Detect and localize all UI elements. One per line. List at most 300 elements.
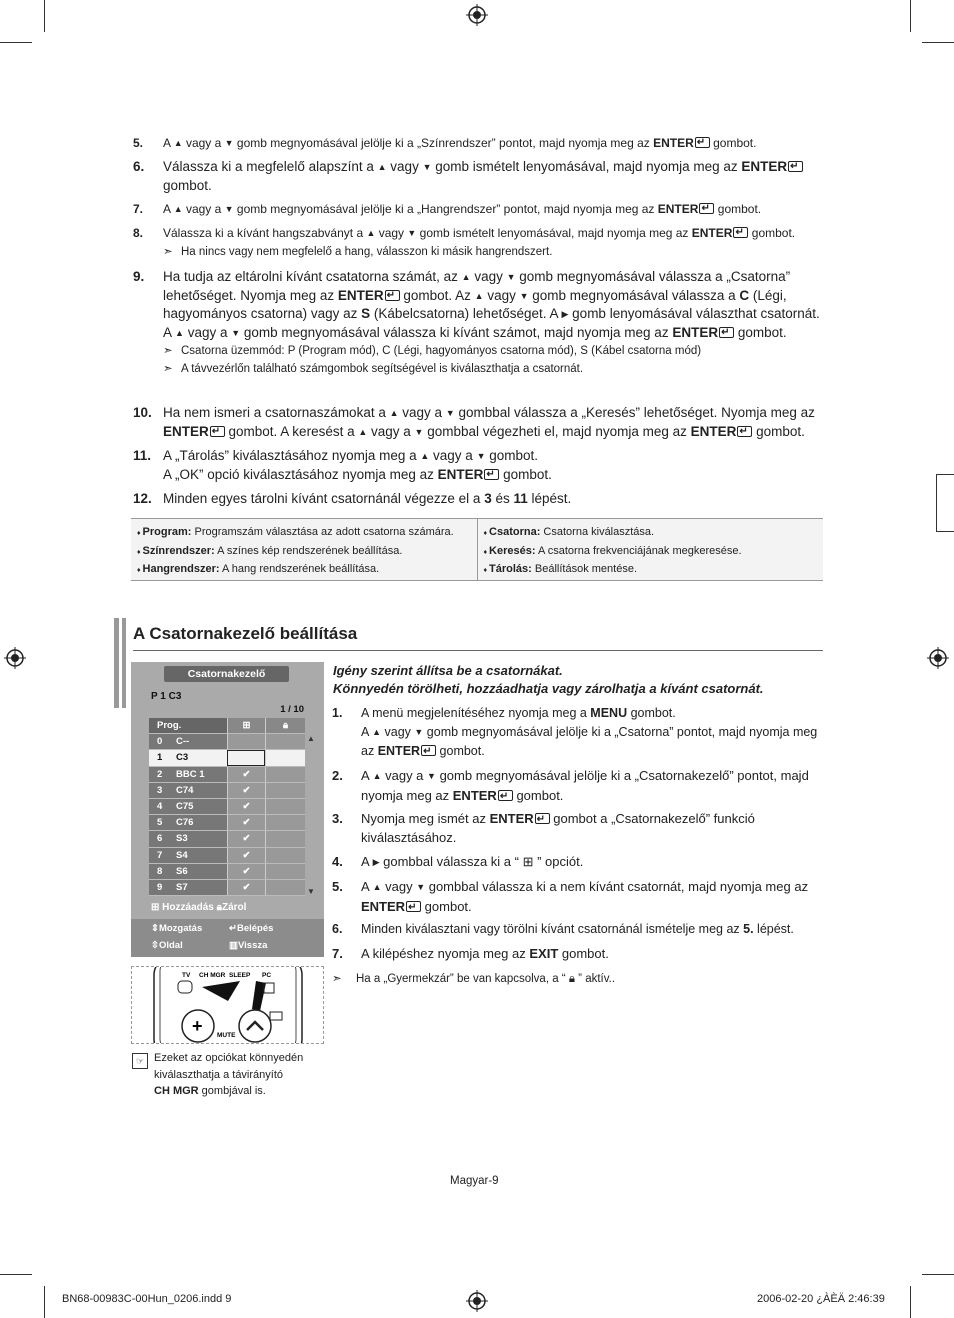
step-bold: C [739, 287, 750, 303]
step-text: gombot a „Csatornakezelő” funkció kiválasztásához. [361, 811, 755, 845]
step-number: 6. [332, 922, 343, 936]
up-arrow-icon: ▲ [474, 290, 484, 301]
step-text: gombbal válassza ki a “ [379, 854, 523, 869]
step-text: A kilépéshez nyomja meg az [361, 946, 530, 961]
step-text: gombot. [163, 177, 212, 193]
checkmark-icon: ✔ [242, 833, 251, 845]
step-10 [133, 404, 823, 441]
step-number: 3. [332, 811, 343, 826]
prog-header: Prog. [157, 720, 182, 731]
checkmark-icon: ✔ [242, 768, 251, 780]
info-key: Keresés: [489, 544, 536, 557]
add-cell [227, 880, 265, 895]
osd-footer [131, 919, 324, 957]
note-text: Ha nincs vagy nem megfelelő a hang, válasszon ki másik hangrendszert. [181, 245, 553, 258]
channel-number: 2 [157, 768, 163, 780]
step-text: gomb megnyomásával válassza a „Csatorna” lehetőséget. Nyomja meg az [163, 269, 791, 303]
lock-cell [265, 799, 305, 814]
channel-name: C75 [176, 800, 194, 812]
up-arrow-icon: ▲ [372, 727, 382, 737]
channel-number: 1 [157, 752, 163, 764]
step-text: gombot. [714, 202, 762, 216]
step-body [163, 404, 823, 441]
up-arrow-icon: ▲ [358, 426, 368, 437]
up-arrow-icon: ▲ [389, 408, 399, 418]
bullet-icon: ♦ [483, 567, 490, 574]
channel-number: 6 [157, 833, 163, 845]
step-body [163, 158, 823, 195]
enter-label: ENTER [691, 226, 733, 240]
add-cell [227, 767, 265, 782]
right-arrow-icon: ▶ [372, 857, 380, 867]
step-text: Minden egyes tárolni kívánt csatornánál végezze el a [163, 491, 485, 506]
channel-number: 4 [157, 800, 163, 812]
remote-pc-label: PC [262, 972, 272, 979]
enter-label: ENTER [489, 811, 534, 826]
channel-name: C76 [176, 817, 194, 829]
osd-back-label: Vissza [237, 940, 268, 951]
osd-title: Csatornakezelő [164, 666, 289, 682]
add-cell [227, 750, 265, 765]
step-12 [133, 490, 823, 509]
info-value: A csatorna frekvenciájának megkeresése. [535, 544, 742, 557]
info-item [484, 561, 818, 580]
step-text: lépést. [527, 491, 572, 506]
page-icon: ⇳ [151, 940, 159, 951]
channel-cell [149, 880, 227, 895]
info-key: Tárolás: [489, 563, 532, 575]
up-arrow-icon: ▲ [175, 327, 184, 338]
enter-label: ENTER [361, 899, 406, 914]
right-note-post: ” aktív.. [574, 973, 616, 985]
down-arrow-icon: ▼ [231, 327, 241, 338]
step-body [163, 224, 823, 261]
note-arrow-icon: ➣ [163, 363, 173, 375]
checkmark-icon: ✔ [242, 865, 251, 877]
info-key: Színrendszer: [142, 544, 215, 557]
step-text: vagy [375, 226, 408, 240]
enter-icon [737, 426, 752, 437]
step-number: 4. [332, 854, 343, 869]
enter-label: ENTER [653, 136, 694, 150]
channel-row [149, 831, 305, 847]
info-box-left [131, 519, 478, 580]
remote-tv-label: TV [182, 972, 191, 979]
right-step-1 [332, 704, 824, 761]
step-text: gombot. [485, 448, 539, 463]
step-text: gombot. [436, 744, 485, 758]
right-step-6 [332, 920, 824, 939]
lock-icon: 🔒︎ [568, 973, 575, 985]
step-text: vagy [483, 287, 520, 303]
step-text: gombot. [627, 706, 676, 720]
channel-row [149, 767, 305, 783]
step-text: gombot. [752, 423, 805, 439]
section-rule [133, 650, 823, 651]
step-text: A „Tárolás” kiválasztásához nyomja meg a [163, 448, 421, 463]
step-9 [133, 268, 823, 378]
enter-icon [385, 290, 400, 301]
remote-chmgr-label: CH MGR [199, 972, 226, 979]
step-11 [133, 447, 823, 484]
right-step-3 [332, 809, 824, 847]
enter-label: ENTER [657, 202, 699, 216]
right-step-2 [332, 766, 824, 805]
step-text: Minden kiválasztani vagy törölni kívánt csatornánál ismételje meg az [361, 922, 744, 936]
right-step-4 [332, 852, 824, 872]
step-bold: MENU [590, 706, 628, 720]
footer-file: BN68-00983C-00Hun_0206.indd 9 [62, 1293, 232, 1305]
step-text: vagy [470, 269, 507, 284]
step-text: A [361, 768, 373, 783]
remote-illustration [131, 966, 324, 1044]
step-bold: S [361, 306, 371, 321]
add-cell [227, 799, 265, 814]
note-arrow-icon: ➣ [163, 345, 173, 357]
enter-icon [484, 469, 499, 480]
add-cell [227, 848, 265, 863]
step-text: (Légi, hagyományos csatorna) vagy az [163, 287, 787, 321]
up-arrow-icon: ▲ [372, 771, 382, 781]
hint-line-1: Ezeket az opciókat könnyedén [154, 1052, 304, 1064]
channel-cell [149, 750, 227, 765]
step-text: vagy [386, 159, 423, 174]
step-text: gombot. A keresést a [224, 423, 359, 439]
step-number: 1. [332, 706, 343, 720]
channel-name: C3 [176, 752, 189, 764]
footer-timestamp: 2006-02-20 ¿ÀÈÄ 2:46:39 [757, 1293, 885, 1305]
step-number: 8. [133, 226, 144, 240]
remote-mute-label: MUTE [217, 1032, 236, 1039]
down-arrow-icon: ▼ [422, 162, 432, 172]
channel-grid-header [149, 718, 305, 734]
add-cell [227, 783, 265, 798]
step-text: Ha nem ismeri a csatornaszámokat a [163, 405, 390, 420]
step-text: gombot. [499, 466, 552, 482]
step-text: gombbal végezheti el, majd nyomja meg az [423, 423, 691, 439]
step-text: gomb lenyomásával választhat csatornát. A [163, 306, 820, 340]
step-text: A [361, 725, 373, 739]
enter-label: ENTER [377, 744, 421, 758]
step-body [361, 920, 824, 939]
step-text: gombot. [709, 136, 757, 150]
step-text: gomb megnyomásával jelölje ki a „Színrendszer” pontot, majd nyomja meg az [233, 136, 654, 150]
channel-row [149, 799, 305, 815]
remote-hint [134, 1050, 303, 1100]
up-arrow-icon: ▲ [420, 451, 430, 461]
channel-row [149, 734, 305, 750]
channel-name: C-- [176, 736, 190, 748]
channel-cell [149, 734, 227, 749]
step-text: gombbal válassza a „Keresés” lehetőséget. Nyomja meg az [454, 405, 815, 420]
osd-add-lock [151, 902, 246, 913]
channel-grid [149, 718, 305, 896]
up-arrow-icon: ▲ [377, 162, 387, 172]
channel-name: C74 [176, 784, 194, 796]
step-note [163, 360, 823, 378]
right-note-pre: Ha a „Gyermekzár” be van kapcsolva, a “ [356, 973, 569, 985]
enter-icon [406, 901, 421, 912]
info-item [137, 561, 471, 580]
enter-label: ENTER [690, 423, 737, 439]
bullet-icon: ♦ [137, 567, 143, 574]
crop-mark [910, 0, 911, 32]
info-key: Hangrendszer: [142, 563, 220, 575]
hint-bold: CH MGR [154, 1085, 199, 1097]
step-bold: 5. [743, 922, 754, 936]
channel-cell [149, 815, 227, 830]
step-body [361, 809, 824, 847]
channel-row [149, 783, 305, 799]
crop-mark [922, 1274, 954, 1275]
registration-mark-icon [4, 647, 26, 669]
step-text: gombot. [421, 899, 472, 914]
step-text: gombot. [734, 324, 787, 340]
step-bold: EXIT [529, 946, 559, 961]
lock-icon: 🔒︎ [216, 902, 222, 913]
section-lead [333, 662, 825, 698]
step-text: gomb megnyomásával jelölje ki a „Csatorna” pontot, majd nyomja meg az [361, 725, 818, 758]
info-item [484, 524, 818, 543]
step-number: 9. [133, 269, 145, 284]
step-number: 5. [332, 879, 343, 894]
channel-row [149, 750, 305, 766]
move-icon: ⇕ [151, 923, 159, 934]
up-arrow-icon: ▲ [173, 204, 183, 214]
osd-add-label: Hozzáadás [162, 902, 214, 913]
step-text: A [361, 879, 373, 894]
step-text: gombot. [748, 226, 796, 240]
step-body [163, 134, 823, 153]
step-body [361, 704, 824, 761]
bullet-icon: ♦ [483, 530, 490, 537]
step-text: vagy a [367, 423, 415, 439]
bullet-icon: ♦ [483, 548, 490, 556]
step-text: vagy a [381, 768, 428, 783]
channel-row [149, 864, 305, 880]
down-arrow-icon: ▼ [506, 272, 516, 282]
lock-column-icon: 🔒︎ [265, 718, 305, 733]
scroll-down-icon: ▼ [307, 887, 315, 896]
step-body [163, 490, 823, 509]
channel-cell [149, 848, 227, 863]
section-title: A Csatornakezelő beállítása [133, 624, 358, 643]
enter-label: ENTER [452, 788, 497, 803]
note-text: Csatorna üzemmód: P (Program mód), C (Légi, hagyományos csatorna mód), S (Kábel csatorna mód) [181, 345, 702, 357]
step-text: gomb megnyomásával jelölje ki a „Hangrendszer” pontot, majd nyomja meg az [233, 202, 658, 216]
back-icon: ▥ [229, 940, 238, 951]
step-text: vagy a [182, 202, 225, 216]
step-5 [133, 134, 823, 153]
right-step-7 [332, 944, 824, 963]
step-number: 12. [133, 491, 152, 506]
channel-cell [149, 783, 227, 798]
enter-label: ENTER [672, 324, 719, 340]
info-key: Program: [142, 526, 192, 538]
step-text: vagy a [398, 405, 446, 420]
step-text: és [491, 491, 514, 506]
channel-row [149, 815, 305, 831]
crop-mark [0, 42, 32, 43]
channel-name: S3 [176, 833, 188, 845]
enter-icon [733, 227, 748, 238]
lock-cell [265, 880, 305, 895]
down-arrow-icon: ▼ [519, 290, 529, 301]
step-8 [133, 224, 823, 261]
add-cell [227, 734, 265, 749]
hint-line-2: kiválaszthatja a távirányító [154, 1068, 284, 1081]
channel-cell [149, 799, 227, 814]
step-number: 10. [133, 405, 152, 420]
channel-number: 3 [157, 784, 163, 796]
channel-up-icon [239, 1010, 271, 1042]
channel-name: S6 [176, 865, 188, 877]
step-body [163, 200, 823, 219]
step-body [163, 268, 823, 378]
registration-mark-icon [466, 4, 488, 26]
channel-number: 7 [157, 849, 163, 861]
step-text: A „OK” opció kiválasztásához nyomja meg az [163, 466, 438, 482]
step-text: gomb megnyomásával jelölje ki a „Csatornakezelő” pontot, majd nyomja meg az [361, 768, 809, 803]
note-arrow-icon: ➣ [163, 245, 173, 258]
step-text: gomb ismételt lenyomásával, majd nyomja meg az [431, 159, 742, 174]
lock-cell [265, 783, 305, 798]
step-text: Nyomja meg ismét az [361, 811, 490, 826]
step-text: gombot. Az [399, 287, 475, 303]
info-value: A színes kép rendszerének beállítása. [214, 544, 403, 557]
add-column-icon: ⊞ [227, 718, 265, 733]
osd-page-label: Oldal [158, 940, 183, 951]
crop-mark [44, 0, 45, 32]
note-text: A távvezérlőn található számgombok segítségével is kiválaszthatja a csatornát. [181, 363, 584, 375]
osd-page-counter: 1 / 10 [280, 704, 304, 715]
svg-text:+: + [192, 1016, 203, 1036]
step-text: vagy a [429, 448, 477, 463]
step-number: 11. [133, 448, 152, 463]
step-7 [133, 200, 823, 219]
step-text: gomb megnyomásával válassza a [528, 287, 740, 303]
step-text: gomb megnyomásával válassza ki kívánt számot, majd nyomja meg az [240, 324, 673, 340]
lock-cell [265, 831, 305, 846]
channel-number: 0 [157, 736, 163, 748]
step-text: gombot. [558, 946, 609, 961]
info-key: Csatorna: [489, 526, 541, 538]
lead-line-2: Könnyedén törölheti, hozzáadhatja vagy zárolhatja a kívánt csatornát. [333, 681, 764, 696]
step-body [361, 852, 824, 872]
enter-icon [719, 327, 734, 338]
right-step-5 [332, 877, 824, 916]
down-arrow-icon: ▼ [224, 138, 234, 148]
up-arrow-icon: ▲ [461, 272, 471, 282]
note-arrow-icon: ➣ [332, 973, 342, 985]
add-cell [227, 831, 265, 846]
step-6 [133, 158, 823, 195]
info-item [484, 543, 818, 562]
up-arrow-icon: ▲ [366, 228, 376, 238]
channel-name: BBC 1 [176, 768, 205, 780]
osd-program-info: P 1 C3 [151, 691, 182, 702]
section-bar-gap [119, 618, 122, 708]
registration-mark-icon [927, 647, 949, 669]
up-arrow-icon: ▲ [173, 138, 183, 148]
channel-cell [149, 864, 227, 879]
info-value: A hang rendszerének beállítása. [219, 563, 380, 575]
enter-label: ENTER [337, 287, 384, 303]
step-text: (Kábelcsatorna) lehetőséget. A [370, 306, 562, 321]
bullet-icon: ♦ [137, 530, 143, 537]
info-value: Programszám választása az adott csatorna számára. [191, 526, 454, 538]
osd-move-label: Mozgatás [158, 923, 203, 934]
registration-mark-icon [466, 1290, 488, 1312]
enter-icon [535, 813, 550, 824]
checkmark-icon: ✔ [242, 849, 251, 861]
channel-number: 5 [157, 817, 163, 829]
info-value: Beállítások mentése. [531, 563, 637, 575]
checkmark-icon: ✔ [242, 784, 251, 796]
right-arrow-icon: ▶ [561, 309, 569, 319]
remote-drawing [132, 967, 324, 1044]
down-arrow-icon: ▼ [445, 408, 455, 418]
osd-lock-label: Zárol [221, 902, 247, 913]
step-text: Válassza ki a kívánt hangszabványt a [163, 226, 367, 240]
step-body [361, 877, 824, 916]
step-text: gombbal válassza ki a nem kívánt csatornát, majd nyomja meg az [425, 879, 809, 894]
down-arrow-icon: ▼ [427, 771, 436, 781]
step-text: vagy a [182, 136, 225, 150]
step-text: A [361, 854, 373, 869]
step-bold: 11 [513, 491, 528, 506]
step-text: A [163, 202, 174, 216]
channel-number: 8 [157, 865, 163, 877]
down-arrow-icon: ▼ [414, 426, 424, 437]
channel-row [149, 848, 305, 864]
hand-note-icon: ☞ [132, 1053, 148, 1069]
add-cell [227, 815, 265, 830]
crop-mark [0, 1274, 32, 1275]
checkmark-icon: ✔ [242, 800, 251, 812]
step-bold: 3 [484, 491, 492, 506]
enter-icon [421, 745, 436, 756]
lead-line-1: Igény szerint állítsa be a csatornákat. [333, 663, 563, 678]
crop-mark [922, 42, 954, 43]
enter-icon [498, 790, 513, 801]
info-box [131, 518, 823, 581]
lock-cell [265, 864, 305, 879]
add-icon: ⊞ [522, 854, 534, 869]
info-value: Csatorna kiválasztása. [540, 526, 655, 538]
step-text: Ha tudja az eltárolni kívánt csatatorna számát, az [163, 269, 462, 284]
step-text: vagy [381, 879, 417, 894]
down-arrow-icon: ▼ [407, 228, 417, 238]
right-note [332, 970, 824, 989]
enter-icon [699, 203, 714, 214]
step-text: ” opciót. [533, 854, 584, 869]
channel-name: S4 [176, 849, 188, 861]
step-number: 7. [332, 946, 343, 961]
scroll-up-icon: ▲ [307, 734, 315, 743]
lock-cell [265, 815, 305, 830]
crop-mark [910, 1286, 911, 1318]
step-text: gomb ismételt lenyomásával, majd nyomja meg az [416, 226, 692, 240]
lock-cell [265, 750, 305, 765]
crop-mark [44, 1286, 45, 1318]
page-number: Magyar-9 [450, 1175, 499, 1187]
enter-label: ENTER [741, 159, 788, 174]
enter-icon [788, 161, 803, 172]
info-item [137, 543, 471, 562]
channel-row [149, 880, 305, 896]
hint-tail: gombjával is. [198, 1085, 266, 1097]
